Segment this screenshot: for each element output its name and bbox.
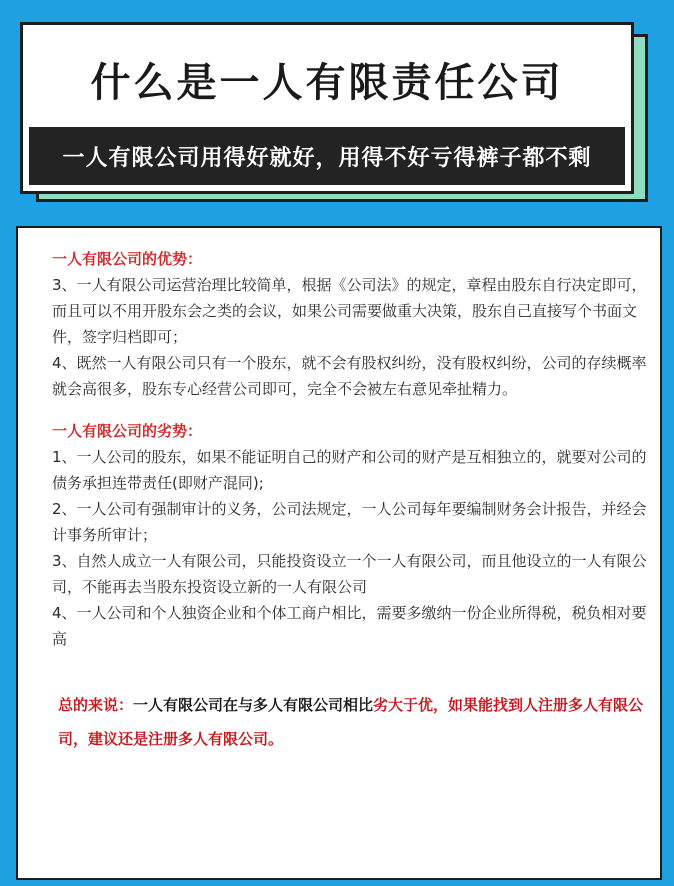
summary-middle: 一人有限公司在与多人有限公司相比: [133, 696, 374, 714]
section-spacer: [52, 402, 656, 418]
article-body: [52, 246, 656, 652]
summary-highlight: 劣大于优，如果能找到人注册多人有限公司，建议还是注册多人有限公司。: [58, 696, 644, 748]
disadvantage-item: 4、一人公司和个人独资企业和个体工商户相比，需要多缴纳一份企业所得税，税负相对要高: [52, 604, 647, 648]
summary-paragraph: [58, 688, 648, 756]
disadvantage-item: 3、自然人成立一人有限公司，只能投资设立一个一人有限公司，而且他设立的一人有限公司，不能再去当股东投资设立新的一人有限公司: [52, 552, 647, 596]
page-subtitle: 一人有限公司用得好就好，用得不好亏得裤子都不剩: [62, 146, 592, 171]
header-card: [20, 22, 634, 194]
disadvantage-item: 2、一人公司有强制审计的义务，公司法规定，一人公司每年要编制财务会计报告，并经会计事务所审计；: [52, 500, 647, 544]
advantage-item: 3、一人有限公司运营治理比较简单，根据《公司法》的规定，章程由股东自行决定即可，而且可以不用开股东会之类的会议，如果公司需要做重大决策，股东自己直接写个书面文件，签字归档即可；: [52, 276, 647, 346]
disadvantage-item: 1、一人公司的股东，如果不能证明自己的财产和公司的财产是互相独立的，就要对公司的债务承担连带责任(即财产混同);: [52, 448, 647, 492]
advantages-heading: 一人有限公司的优势：: [52, 250, 203, 268]
disadvantages-heading: 一人有限公司的劣势：: [52, 422, 203, 440]
summary-prefix: 总的来说：: [58, 696, 134, 714]
page-title: 什么是一人有限责任公司: [90, 60, 564, 106]
subtitle-bar: [29, 127, 625, 185]
content-card: [16, 226, 662, 880]
advantage-item: 4、既然一人有限公司只有一个股东，就不会有股权纠纷，没有股权纠纷，公司的存续概率就会高很多，股东专心经营公司即可，完全不会被左右意见牵扯精力。: [52, 354, 647, 398]
